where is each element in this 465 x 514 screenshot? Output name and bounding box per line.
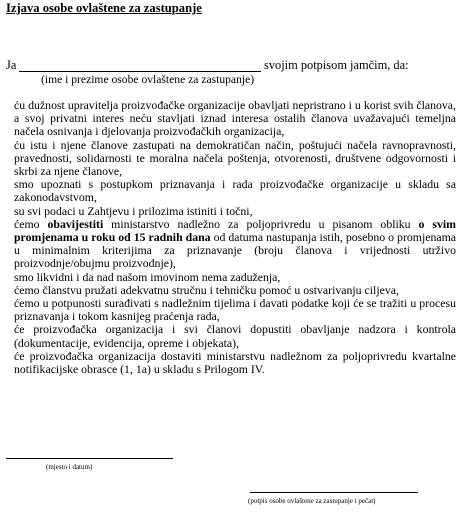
declaration-item: smo likvidni i da nad našom imovinom nema zaduženja, [14, 269, 281, 284]
place-date-label: (mjesto i datum) [46, 463, 93, 471]
declaration-item: ćemo u potpunosti surađivati s nadležnim tijelima i davati podatke koji će se tražiti u procesu priznavanja i tokom kasnijeg praćenja rada, [14, 296, 456, 324]
declaration-item: su svi podaci u Zahtjevu i prilozima istiniti i točni, [14, 203, 253, 218]
declaration-item: će proizvođačka organizacija i svi članovi dopustiti obavljanje nadzora i kontrola (dokumentacije, evidencija, opreme i objekata), [14, 322, 456, 350]
item-text: ćemo [14, 216, 48, 231]
declaration-prefix: Ja [6, 58, 17, 72]
declaration-item: smo upoznati s postupkom priznavanja i rada proizvođačke organizacije u skladu sa zakonodavstvom, [14, 177, 456, 205]
declaration-line [6, 58, 409, 74]
place-date-line [6, 458, 173, 459]
item-text: od datuma nastupanja istih, posebno o promjenama u minimalnim kriterijima za priznavanje (broju članova i vrijednosti utrživo proizvodnje/obujmu proizvodnje), [14, 230, 457, 271]
document-title: Izjava osobe ovlaštene za zastupanje [6, 1, 202, 15]
declaration-item: ćemo članstvu pružati adekvatnu stručnu i tehničku pomoć u ostvarivanju ciljeva, [14, 282, 399, 297]
name-blank-line [19, 71, 261, 72]
item-text: ministarstvo nadležno za poljoprivredu u pisanom obliku [103, 216, 419, 231]
signature-label: (potpis osobe ovlaštene za zastupanje i pečat) [248, 497, 376, 505]
signature-line [250, 492, 418, 493]
declaration-item [14, 218, 456, 271]
item-bold-text: obavijestiti [47, 216, 104, 231]
declaration-suffix: svojim potpisom jamčim, da: [264, 58, 409, 72]
declaration-item: ću istu i njene članove zastupati na demokratičan način, poštujući načela ravnopravnosti, pravednosti, solidarnosti te moralna načela poštenja, otvorenosti, društvene odgovornosti i skrbi za njene članove, [14, 137, 456, 179]
declaration-items [14, 99, 456, 376]
declaration-item: će proizvođačka organizacija dostaviti ministarstvu nadležnom za poljoprivredu kvartalne notifikacijske obrasce (1, 1a) u skladu s Prilogom IV. [14, 348, 456, 377]
declaration-item: ću dužnost upravitelja proizvođačke organizacije obavljati nepristrano i u korist svih članova, a svoj privatni interes neću stavljati iznad interesa ostalih članova uvažavajući temeljna načela osnivanja i djelovanja proizvođačkih organizacija, [14, 98, 456, 139]
name-hint: (ime i prezime osobe ovlaštene za zastupanje) [41, 73, 255, 86]
item-bold-text: o svim promjenama u roku od 15 radnih dana [14, 216, 456, 245]
